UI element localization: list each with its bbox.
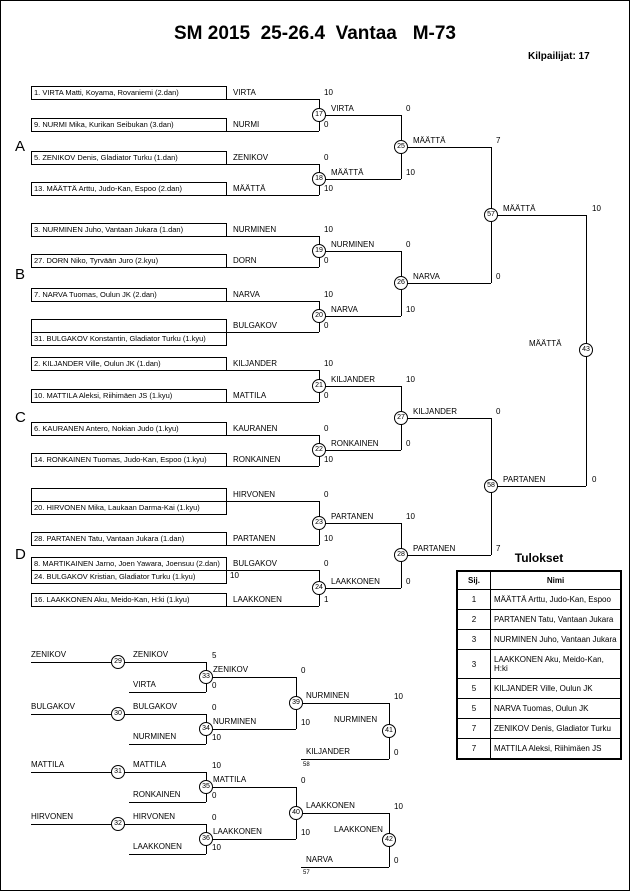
score-label: 7 [496, 544, 501, 553]
score-label: 0 [324, 490, 329, 499]
results-row [457, 590, 621, 610]
bracket-line-h [206, 839, 296, 840]
bracket-line-h [296, 813, 389, 814]
bracket-line-h [401, 418, 491, 419]
result-rank: 1 [457, 590, 491, 610]
bracket-name-label: MÄÄTTÄ [503, 204, 536, 213]
match-number-badge: 41 [382, 724, 396, 738]
match-number-badge: 28 [394, 548, 408, 562]
match-number-badge: 36 [199, 832, 213, 846]
bracket-line-h [296, 703, 389, 704]
bracket-line-h [319, 386, 401, 387]
bracket-name-label: VIRTA [233, 88, 256, 97]
score-label: 0 [406, 439, 411, 448]
bracket-line-h [129, 692, 206, 693]
match-number-badge: 21 [312, 379, 326, 393]
bracket-name-label: PARTANEN [331, 512, 374, 521]
competitor-box: 27. DORN Niko, Tyrvään Juro (2.kyu) [31, 254, 227, 268]
bracket-name-label: KILJANDER [413, 407, 458, 416]
bracket-line-h [319, 251, 401, 252]
bracket-name-label: RONKAINEN [331, 439, 379, 448]
bracket-line-h [227, 332, 319, 333]
match-number-badge: 39 [289, 696, 303, 710]
result-name: LAAKKONEN Aku, Meido-Kan, H:ki [491, 650, 622, 679]
bracket-name-label: MÄÄTTÄ [331, 168, 364, 177]
bracket-name-label: MÄÄTTÄ [413, 136, 446, 145]
match-number-badge: 31 [111, 765, 125, 779]
score-label: 10 [212, 733, 221, 742]
bracket-name-label: MÄÄTTÄ [233, 184, 266, 193]
bracket-line-h [129, 802, 206, 803]
bracket-line-h [401, 283, 491, 284]
pool-section-label: D [15, 546, 26, 563]
match-number-badge: 32 [111, 817, 125, 831]
bracket-line-h [227, 301, 319, 302]
result-name: ZENIKOV Denis, Gladiator Turku [491, 719, 622, 739]
score-label: 0 [324, 559, 329, 568]
score-label: 0 [212, 703, 217, 712]
result-name: NARVA Tuomas, Oulun JK [491, 699, 622, 719]
competitor-box [31, 319, 227, 333]
bracket-line-h [206, 729, 296, 730]
bracket-name-label: ZENIKOV [233, 153, 269, 162]
bracket-line-h [319, 179, 401, 180]
bracket-name-label: KILJANDER [233, 359, 278, 368]
bracket-name-label: BULGAKOV [31, 702, 76, 711]
competitor-box: 2. KILJANDER Ville, Oulun JK (1.dan) [31, 357, 227, 371]
bracket-name-label: MATTILA [31, 760, 65, 769]
score-label: 0 [406, 104, 411, 113]
bracket-name-label: NURMI [233, 120, 260, 129]
bracket-line-h [319, 316, 401, 317]
score-label: 10 [406, 305, 415, 314]
bracket-line-h [227, 435, 319, 436]
score-label: 10 [324, 359, 333, 368]
bracket-line-h [227, 545, 319, 546]
competitor-box: 14. RONKAINEN Tuomas, Judo-Kan, Espoo (1.kyu) [31, 453, 227, 467]
page-title: SM 2015 25-26.4 Vantaa M-73 [174, 23, 456, 44]
score-label: 0 [301, 776, 306, 785]
match-number-badge: 20 [312, 309, 326, 323]
score-label: 5 [212, 651, 217, 660]
bracket-name-label: HIRVONEN [233, 490, 276, 499]
competitor-box: 8. MARTIKAINEN Jarno, Joen Yawara, Joensuu (2.dan) [31, 557, 227, 571]
score-label: 0 [324, 256, 329, 265]
bracket-name-label: PARTANEN [413, 544, 456, 553]
bracket-name-label: NURMINEN [334, 715, 378, 724]
result-rank: 7 [457, 719, 491, 739]
bracket-name-label: VIRTA [331, 104, 354, 113]
score-label: 0 [406, 577, 411, 586]
score-label: 0 [324, 153, 329, 162]
results-header-row [457, 571, 621, 590]
competitors-count: Kilpailijat: 17 [528, 51, 590, 62]
match-ref-label: 57 [303, 870, 310, 876]
result-name: NURMINEN Juho, Vantaan Jukara [491, 630, 622, 650]
results-row [457, 679, 621, 699]
bracket-line-h [301, 867, 389, 868]
bracket-line-h [227, 402, 319, 403]
bracket-name-label: BULGAKOV [133, 702, 178, 711]
competitor-box: 7. NARVA Tuomas, Oulun JK (2.dan) [31, 288, 227, 302]
result-name: PARTANEN Tatu, Vantaan Jukara [491, 610, 622, 630]
pool-section-label: B [15, 266, 26, 283]
bracket-name-label: MATTILA [233, 391, 267, 400]
pool-section-label: A [15, 138, 26, 155]
score-label: 0 [496, 272, 501, 281]
bracket-name-label: LAAKKONEN [233, 595, 282, 604]
match-number-badge: 27 [394, 411, 408, 425]
score-label: 10 [406, 375, 415, 384]
bracket-name-label: NARVA [233, 290, 260, 299]
bracket-name-label: LAAKKONEN [213, 827, 262, 836]
bracket-line-h [206, 787, 296, 788]
competitor-box: 20. HIRVONEN Mika, Laukaan Darma-Kai (1.kyu) [31, 501, 227, 515]
match-number-badge: 23 [312, 516, 326, 530]
competitor-box: 31. BULGAKOV Konstantin, Gladiator Turku (1.kyu) [31, 332, 227, 346]
score-label: 10 [394, 692, 403, 701]
score-label: 0 [324, 391, 329, 400]
bracket-line-h [401, 147, 491, 148]
score-label: 0 [394, 748, 399, 757]
bracket-name-label: LAAKKONEN [133, 842, 182, 851]
competitor-box: 9. NURMI Mika, Kurikan Seibukan (3.dan) [31, 118, 227, 132]
pool-section-label: C [15, 409, 26, 426]
score-label: 0 [212, 681, 217, 690]
bracket-name-label: BULGAKOV [233, 559, 278, 568]
result-rank: 3 [457, 650, 491, 679]
score-label: 0 [212, 813, 217, 822]
bracket-line-h [206, 677, 296, 678]
bracket-line-h [319, 523, 401, 524]
results-row [457, 630, 621, 650]
bracket-line-h [319, 450, 401, 451]
score-label: 10 [324, 290, 333, 299]
bracket-line-h [129, 854, 206, 855]
result-name: MATTILA Aleksi, Riihimäen JS [491, 739, 622, 760]
results-body [457, 590, 621, 760]
score-label: 0 [592, 475, 597, 484]
bracket-name-label: BULGAKOV [233, 321, 278, 330]
bracket-name-label: NURMINEN [331, 240, 375, 249]
bracket-name-label: NARVA [331, 305, 358, 314]
bracket-line-h [227, 570, 319, 571]
results-panel [456, 551, 622, 760]
competitor-box: 6. KAURANEN Antero, Nokian Judo (1.kyu) [31, 422, 227, 436]
score-label: 10 [406, 168, 415, 177]
score-label: 10 [324, 534, 333, 543]
score-label: 10 [324, 88, 333, 97]
bracket-line-h [129, 744, 206, 745]
bracket-line-h [227, 195, 319, 196]
score-label: 10 [230, 571, 239, 580]
match-number-badge: 24 [312, 581, 326, 595]
result-rank: 5 [457, 699, 491, 719]
bracket-name-label: NURMINEN [233, 225, 277, 234]
results-row [457, 719, 621, 739]
match-ref-label: 58 [303, 762, 310, 768]
results-title: Tulokset [514, 551, 564, 565]
bracket-name-label: PARTANEN [503, 475, 546, 484]
competitor-box: 13. MÄÄTTÄ Arttu, Judo-Kan, Espoo (2.dan) [31, 182, 227, 196]
match-number-badge: 40 [289, 806, 303, 820]
bracket-name-label: NURMINEN [306, 691, 350, 700]
match-number-badge: 34 [199, 722, 213, 736]
match-number-badge: 19 [312, 244, 326, 258]
competitor-box: 16. LAAKKONEN Aku, Meido-Kan, H:ki (1.kyu) [31, 593, 227, 607]
bracket-name-label: LAAKKONEN [331, 577, 380, 586]
result-name: MÄÄTTÄ Arttu, Judo-Kan, Espoo [491, 590, 622, 610]
bracket-name-label: KILJANDER [331, 375, 376, 384]
result-rank: 7 [457, 739, 491, 760]
bracket-name-label: ZENIKOV [31, 650, 67, 659]
score-label: 0 [496, 407, 501, 416]
bracket-name-label: NURMINEN [133, 732, 177, 741]
bracket-name-label: LAAKKONEN [334, 825, 383, 834]
bracket-line-h [319, 588, 401, 589]
score-label: 0 [212, 791, 217, 800]
bracket-line-h [301, 759, 389, 760]
score-label: 10 [406, 512, 415, 521]
match-number-badge: 25 [394, 140, 408, 154]
bracket-name-label: PARTANEN [233, 534, 276, 543]
competitor-box: 5. ZENIKOV Denis, Gladiator Turku (1.dan) [31, 151, 227, 165]
score-label: 10 [592, 204, 601, 213]
bracket-name-label: VIRTA [133, 680, 156, 689]
match-number-badge: 17 [312, 108, 326, 122]
score-label: 0 [324, 120, 329, 129]
match-number-badge: 58 [484, 479, 498, 493]
results-row [457, 699, 621, 719]
result-name: KILJANDER Ville, Oulun JK [491, 679, 622, 699]
bracket-name-label: KAURANEN [233, 424, 278, 433]
results-table [456, 570, 622, 760]
score-label: 0 [406, 240, 411, 249]
match-number-badge: 22 [312, 443, 326, 457]
bracket-name-label: MATTILA [133, 760, 167, 769]
bracket-name-label: ZENIKOV [133, 650, 169, 659]
match-number-badge: 26 [394, 276, 408, 290]
bracket-name-label: NURMINEN [213, 717, 257, 726]
results-row [457, 650, 621, 679]
bracket-name-label: RONKAINEN [233, 455, 281, 464]
bracket-name-label: LAAKKONEN [306, 801, 355, 810]
score-label: 10 [324, 225, 333, 234]
match-number-badge: 18 [312, 172, 326, 186]
bracket-name-label: RONKAINEN [133, 790, 181, 799]
match-number-badge: 35 [199, 780, 213, 794]
results-row [457, 739, 621, 760]
bracket-line-h [227, 267, 319, 268]
bracket-name-label: NARVA [413, 272, 440, 281]
bracket-name-label: KILJANDER [306, 747, 351, 756]
results-header-rank: Sij. [457, 571, 491, 590]
competitor-box [31, 488, 227, 502]
bracket-name-label: ZENIKOV [213, 665, 249, 674]
score-label: 0 [301, 666, 306, 675]
competitor-box: 3. NURMINEN Juho, Vantaan Jukara (1.dan) [31, 223, 227, 237]
match-number-badge: 42 [382, 833, 396, 847]
competitor-box: 10. MATTILA Aleksi, Riihimäen JS (1.kyu) [31, 389, 227, 403]
score-label: 1 [324, 595, 329, 604]
result-rank: 5 [457, 679, 491, 699]
score-label: 7 [496, 136, 501, 145]
bracket-name-label: MATTILA [213, 775, 247, 784]
match-number-badge: 43 [579, 343, 593, 357]
bracket-line-h [227, 370, 319, 371]
bracket-name-label: DORN [233, 256, 257, 265]
competitor-box: 1. VIRTA Matti, Koyama, Rovaniemi (2.dan) [31, 86, 227, 100]
match-number-badge: 57 [484, 208, 498, 222]
score-label: 10 [301, 828, 310, 837]
bracket-line-h [319, 115, 401, 116]
bracket-line-h [227, 131, 319, 132]
match-number-badge: 30 [111, 707, 125, 721]
match-number-badge: 29 [111, 655, 125, 669]
competitor-box: 28. PARTANEN Tatu, Vantaan Jukara (1.dan) [31, 532, 227, 546]
results-header-name: Nimi [491, 571, 622, 590]
score-label: 10 [301, 718, 310, 727]
score-label: 0 [324, 321, 329, 330]
score-label: 10 [212, 843, 221, 852]
score-label: 10 [212, 761, 221, 770]
bracket-line-h [227, 164, 319, 165]
score-label: 0 [394, 856, 399, 865]
bracket-line-h [227, 99, 319, 100]
match-number-badge: 33 [199, 670, 213, 684]
score-label: 10 [394, 802, 403, 811]
bracket-line-h [227, 501, 319, 502]
score-label: 0 [324, 424, 329, 433]
result-rank: 2 [457, 610, 491, 630]
bracket-line-h [491, 486, 586, 487]
bracket-name-label: MÄÄTTÄ [529, 339, 562, 348]
score-label: 10 [324, 184, 333, 193]
bracket-line-h [491, 215, 586, 216]
bracket-name-label: HIRVONEN [133, 812, 176, 821]
bracket-name-label: HIRVONEN [31, 812, 74, 821]
result-rank: 3 [457, 630, 491, 650]
score-label: 10 [324, 455, 333, 464]
bracket-name-label: NARVA [306, 855, 333, 864]
bracket-line-h [227, 236, 319, 237]
results-row [457, 610, 621, 630]
bracket-line-h [227, 466, 319, 467]
bracket-line-h [227, 606, 319, 607]
competitor-box: 24. BULGAKOV Kristian, Gladiator Turku (1.kyu) [31, 570, 227, 584]
